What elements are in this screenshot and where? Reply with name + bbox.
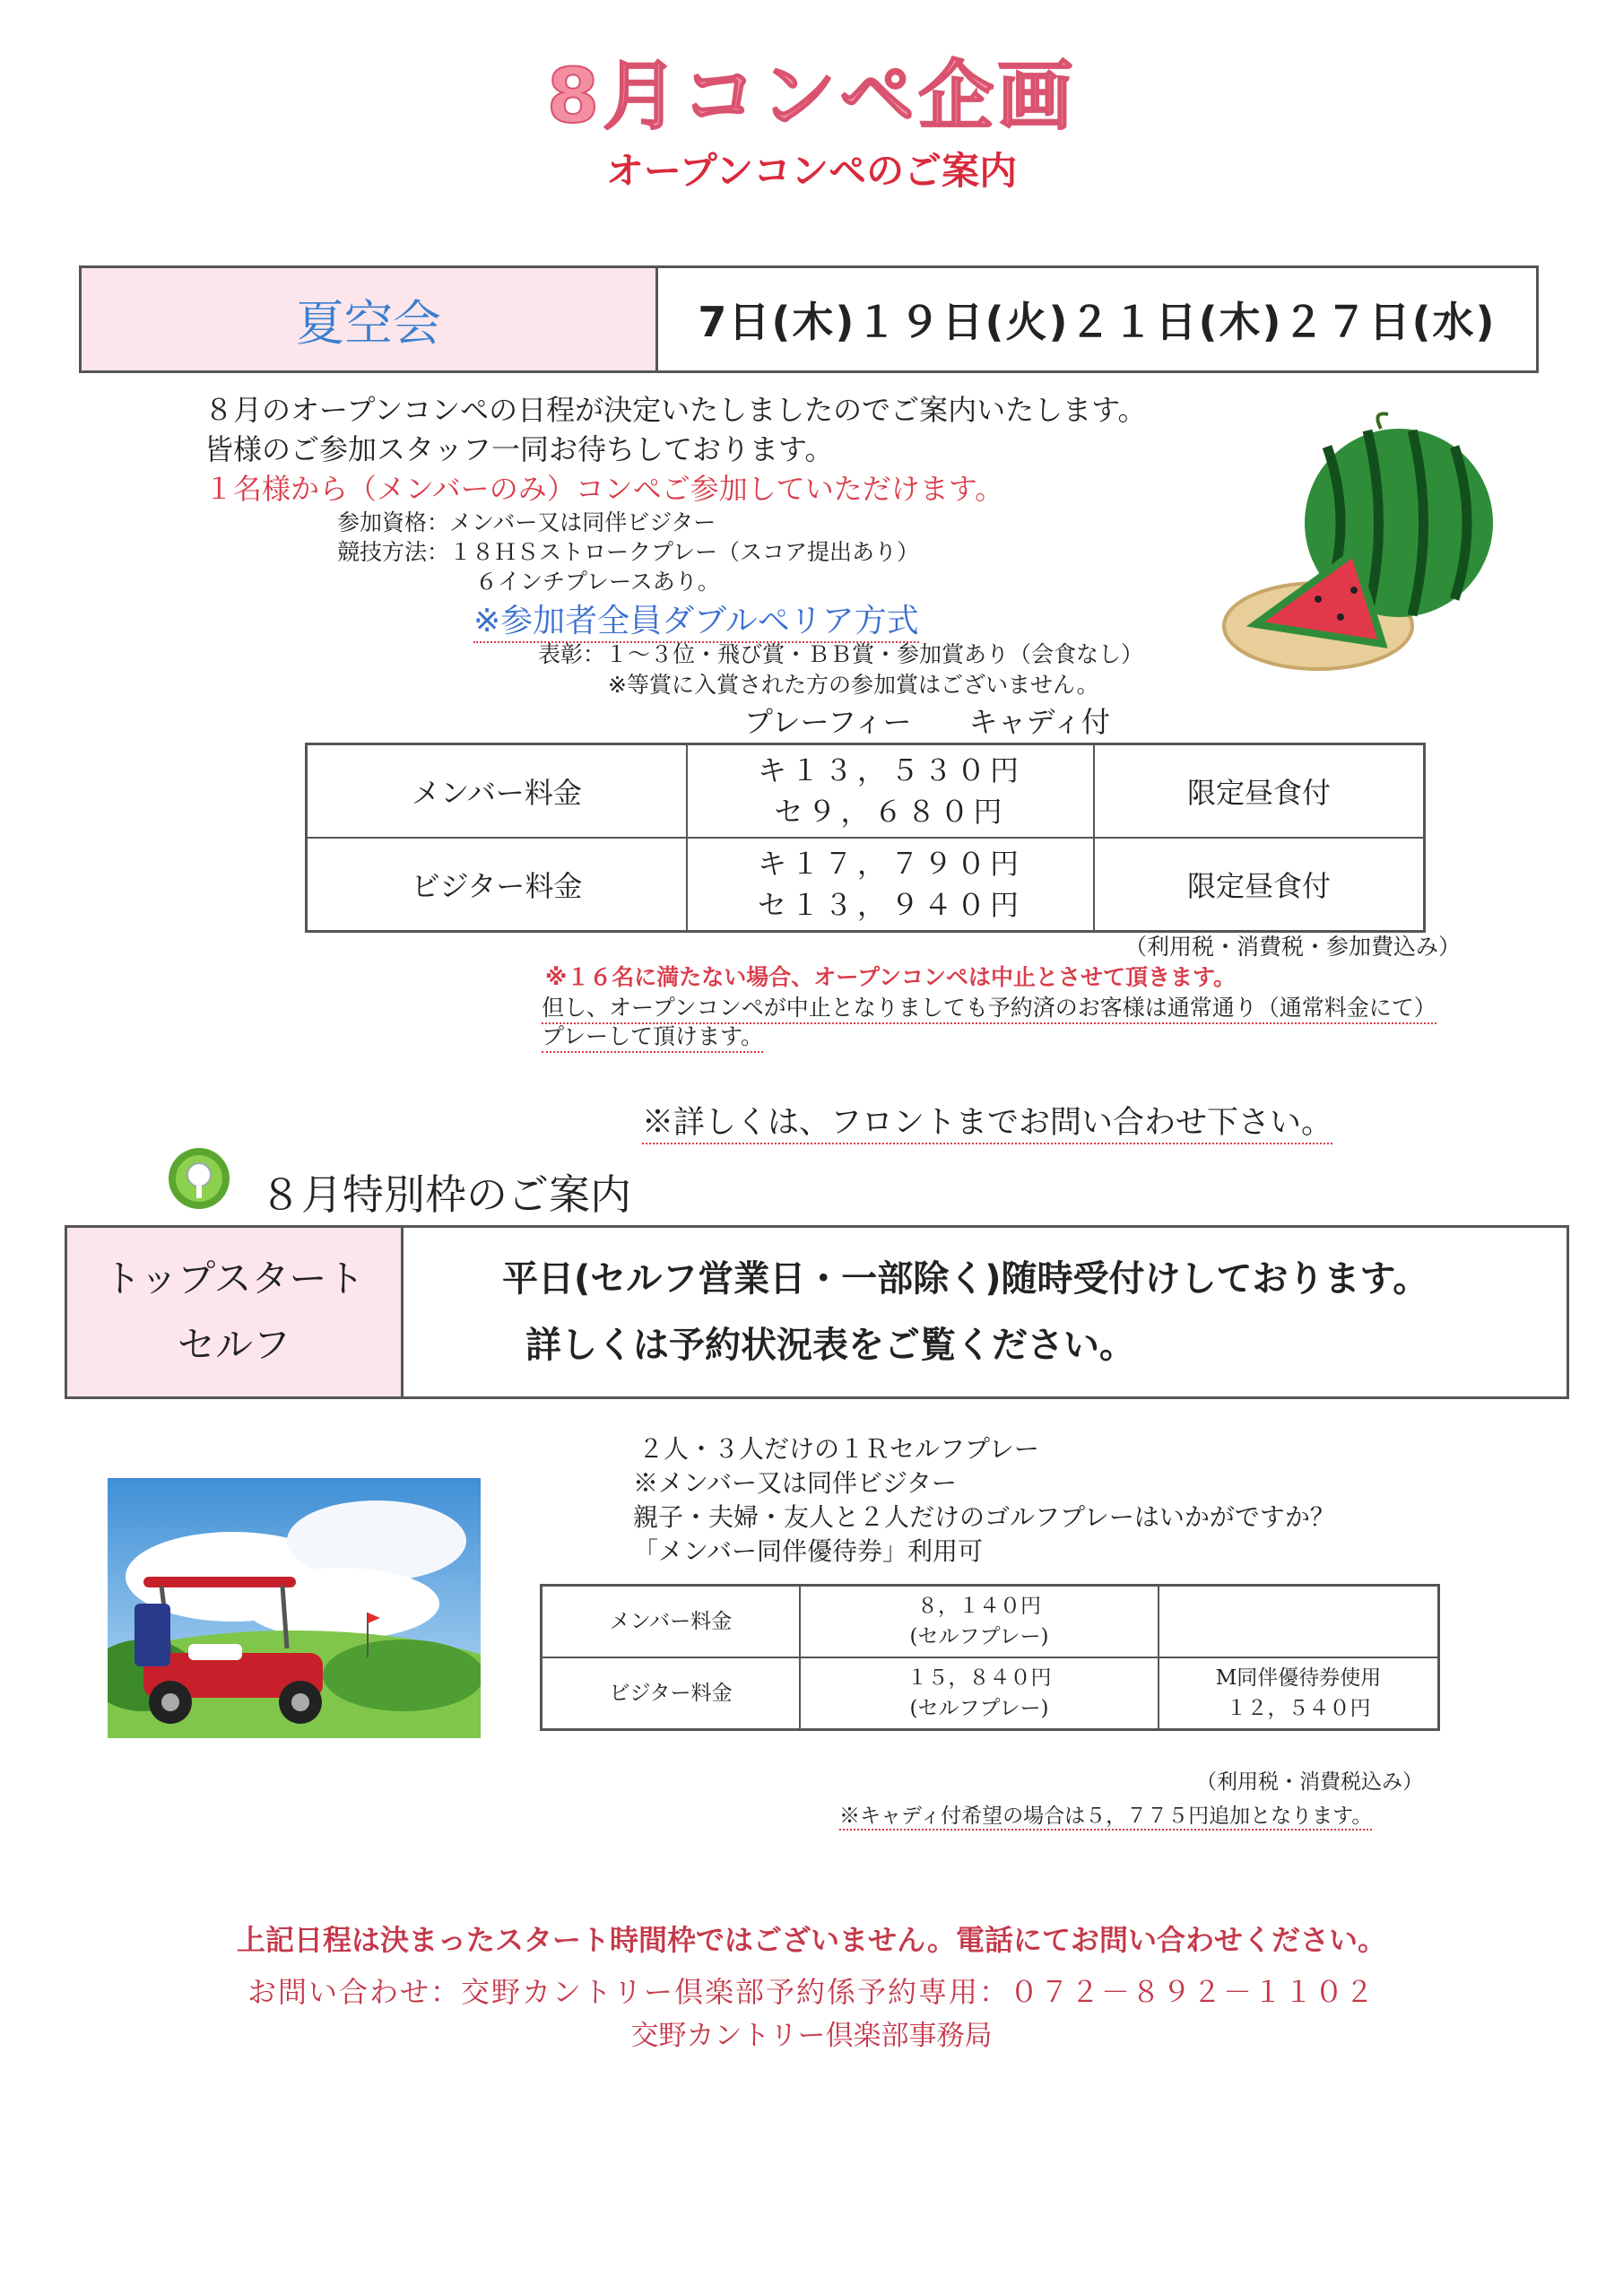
footer-office: 交野カントリー倶楽部事務局 xyxy=(630,2020,993,2052)
fee-amount xyxy=(687,838,1094,932)
top-start-label: トップスタート xyxy=(103,1257,365,1300)
special-left xyxy=(67,1228,404,1396)
self-tax-note: （利用税・消費税込み） xyxy=(1196,1770,1423,1794)
inquiry-note: ※詳しくは、フロントまでお問い合わせ下さい。 xyxy=(642,1098,1332,1144)
fee-extra xyxy=(1159,1586,1439,1658)
special-heading: ８月特別枠のご案内 xyxy=(260,1170,631,1219)
special-desc-4: 「メンバー同伴優待券」利用可 xyxy=(633,1536,984,1566)
fee-extra xyxy=(1159,1657,1439,1730)
footer-notice: 上記日程は決まったスタート時間枠ではございません。電話にてお問い合わせください。 xyxy=(237,1923,1386,1957)
special-desc-1: ２人・３人だけの１Ｒセルフプレー xyxy=(638,1434,1039,1464)
page-title: 8月コンペ企画 xyxy=(546,52,1077,140)
fee-amount-caddie: キ１３，５３０円 xyxy=(757,753,1023,787)
event-name: 夏空会 xyxy=(82,268,658,370)
fee-label: ビジター料金 xyxy=(542,1657,801,1730)
table-row xyxy=(542,1657,1439,1730)
fee-amount-type: (セルフプレー) xyxy=(909,1625,1049,1648)
cancel-note: ※１６名に満たない場合、オープンコンペは中止とさせて頂きます。 xyxy=(545,964,1237,990)
competition-format: 競技方法：１８ＨＳストロークプレー（スコア提出あり） xyxy=(337,539,920,565)
fee-label: メンバー料金 xyxy=(542,1586,801,1658)
self-fee-table xyxy=(540,1584,1440,1731)
fee-label: メンバー料金 xyxy=(307,744,688,839)
fee-amount-self: セ９，６８０円 xyxy=(774,795,1007,829)
special-desc-2: ※メンバー又は同伴ビジター xyxy=(633,1468,957,1498)
footer-contact: お問い合わせ：交野カントリー倶楽部予約係予約専用：０７２－８９２－１１０２ xyxy=(247,1975,1376,2009)
intro-line-2: 皆様のご参加スタッフ一同お待ちしております。 xyxy=(204,432,834,466)
fee-extra-label: M同伴優待券使用 xyxy=(1215,1666,1382,1690)
special-right xyxy=(404,1228,1567,1396)
event-box xyxy=(79,265,1539,373)
caddie-note: ※キャディ付希望の場合は５，７７５円追加となります。 xyxy=(839,1799,1372,1831)
table-row xyxy=(307,838,1425,932)
event-dates: 7日(木)１９日(火)２１日(木)２７日(水) xyxy=(698,298,1497,346)
fee-amount xyxy=(800,1586,1159,1658)
fee-amount-value: １５，８４０円 xyxy=(907,1666,1052,1690)
awards: 表彰：１～３位・飛び賞・ＢＢ賞・参加賞あり（会食なし） xyxy=(538,641,1144,667)
fee-extra: 限定昼食付 xyxy=(1094,744,1425,839)
special-desc-3: 親子・夫婦・友人と２人だけのゴルフプレーはいかがですか？ xyxy=(633,1502,1335,1532)
cancel-note-3: プレーして頂けます。 xyxy=(542,1019,763,1053)
fee-extra-value: １２，５４０円 xyxy=(1226,1697,1371,1720)
intro-line-1: ８月のオープンコンペの日程が決定いたしましたのでご案内いたします。 xyxy=(204,393,1147,427)
intro-line-3: １名様から（メンバーのみ）コンペご参加していただけます。 xyxy=(204,472,1004,506)
special-info-2: 詳しくは予約状況表をご覧ください。 xyxy=(525,1325,1135,1366)
fee-label: ビジター料金 xyxy=(307,838,688,932)
page-subtitle: オープンコンペのご案内 xyxy=(605,149,1018,193)
tax-note: （利用税・消費税・参加費込み） xyxy=(1124,934,1462,960)
fee-amount-self: セ１３，９４０円 xyxy=(757,888,1023,922)
competition-format-2: ６インチプレースあり。 xyxy=(475,569,720,595)
fee-extra: 限定昼食付 xyxy=(1094,838,1425,932)
fee-amount-value: ８，１４０円 xyxy=(917,1595,1041,1618)
golf-ball-icon xyxy=(167,1146,231,1211)
table-row xyxy=(542,1586,1439,1658)
eligibility: 参加資格：メンバー又は同伴ビジター xyxy=(337,509,716,535)
fee-table xyxy=(305,743,1426,933)
watermelon-image xyxy=(1219,411,1506,680)
awards-note: ※等賞に入賞された方の参加賞はございません。 xyxy=(608,672,1099,698)
cancel-note-2: 但し、オープンコンペが中止となりましても予約済のお客様は通常通り（通常料金にて） xyxy=(542,990,1436,1024)
fee-amount xyxy=(687,744,1094,839)
fee-amount-caddie: キ１７，７９０円 xyxy=(757,847,1023,881)
special-box xyxy=(65,1225,1569,1399)
fee-header: プレーフィー キャディ付 xyxy=(744,705,1111,739)
table-row xyxy=(307,744,1425,839)
self-label: セルフ xyxy=(177,1323,291,1367)
peoria-note: ※参加者全員ダブルペリア方式 xyxy=(473,596,919,643)
fee-amount-type: (セルフプレー) xyxy=(909,1697,1049,1720)
special-info-1: 平日(セルフ営業日・一部除く)随時受付けしております。 xyxy=(502,1258,1429,1300)
fee-amount xyxy=(800,1657,1159,1730)
golf-cart-image xyxy=(108,1478,481,1738)
